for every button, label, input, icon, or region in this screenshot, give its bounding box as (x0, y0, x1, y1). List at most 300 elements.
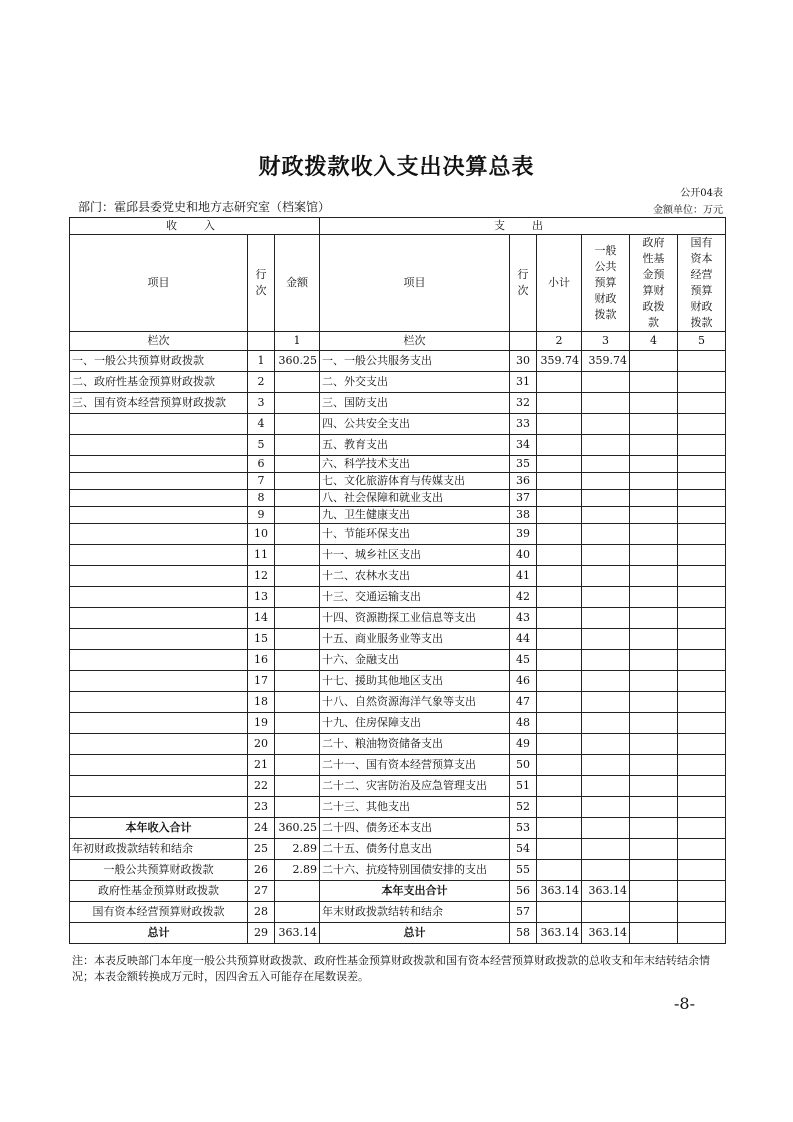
income-amount (275, 435, 320, 456)
expense-item: 八、社会保障和就业支出 (320, 490, 510, 507)
general-budget-cell (582, 473, 630, 490)
state-capital-cell (678, 713, 726, 734)
state-capital-cell (678, 490, 726, 507)
gov-fund-cell (630, 902, 678, 923)
income-amount: 363.14 (275, 923, 320, 944)
income-item (70, 545, 248, 566)
gov-fund-cell (630, 629, 678, 650)
income-item (70, 587, 248, 608)
expense-line-no: 48 (510, 713, 537, 734)
state-capital-header: 国有资本经营预算财政拨款 (678, 235, 726, 332)
expense-line-no: 44 (510, 629, 537, 650)
income-amount (275, 881, 320, 902)
gov-fund-header: 政府性基金预算财政拨款 (630, 235, 678, 332)
general-budget-cell (582, 372, 630, 393)
table-row (70, 692, 726, 713)
general-budget-cell (582, 902, 630, 923)
table-row (70, 629, 726, 650)
income-line-no: 1 (248, 351, 275, 372)
gov-fund-cell (630, 881, 678, 902)
expense-line-no: 38 (510, 507, 537, 524)
subtotal-cell (537, 902, 582, 923)
subtotal-cell (537, 545, 582, 566)
table-row (70, 587, 726, 608)
col-index-1: 1 (275, 332, 320, 351)
income-line-no: 23 (248, 797, 275, 818)
general-budget-cell (582, 524, 630, 545)
gov-fund-cell (630, 414, 678, 435)
expense-line-no: 33 (510, 414, 537, 435)
general-budget-cell (582, 839, 630, 860)
gov-fund-cell (630, 713, 678, 734)
state-capital-cell (678, 524, 726, 545)
state-capital-cell (678, 797, 726, 818)
income-amount (275, 671, 320, 692)
income-amount (275, 372, 320, 393)
state-capital-cell (678, 671, 726, 692)
gov-fund-cell (630, 671, 678, 692)
expense-item: 十七、援助其他地区支出 (320, 671, 510, 692)
unit-label: 金额单位：万元 (653, 205, 723, 216)
expense-line-no: 39 (510, 524, 537, 545)
gov-fund-cell (630, 490, 678, 507)
expense-line-no: 41 (510, 566, 537, 587)
table-row (70, 490, 726, 507)
gov-fund-cell (630, 734, 678, 755)
col-index-3: 3 (582, 332, 630, 351)
gov-fund-cell (630, 456, 678, 473)
income-item (70, 435, 248, 456)
general-budget-cell (582, 776, 630, 797)
expense-line-no: 36 (510, 473, 537, 490)
income-item (70, 713, 248, 734)
expense-line-no: 47 (510, 692, 537, 713)
expense-item: 十、节能环保支出 (320, 524, 510, 545)
income-amount-header: 金额 (275, 235, 320, 332)
income-item (70, 629, 248, 650)
expense-line-no: 50 (510, 755, 537, 776)
expense-line-no: 42 (510, 587, 537, 608)
expense-item: 年末财政拨款结转和结余 (320, 902, 510, 923)
income-line-no: 27 (248, 881, 275, 902)
table-row (70, 734, 726, 755)
table-row (70, 902, 726, 923)
expense-item: 二十一、国有资本经营预算支出 (320, 755, 510, 776)
expense-item: 十一、城乡社区支出 (320, 545, 510, 566)
expense-line-no: 37 (510, 490, 537, 507)
expense-line-no: 31 (510, 372, 537, 393)
expense-line-no: 46 (510, 671, 537, 692)
expense-line-no: 30 (510, 351, 537, 372)
income-item: 一般公共预算财政拨款 (70, 860, 248, 881)
column-header-row (70, 235, 726, 332)
income-line-no: 10 (248, 524, 275, 545)
income-line-no: 9 (248, 507, 275, 524)
general-budget-cell (582, 566, 630, 587)
expense-line-no: 55 (510, 860, 537, 881)
expense-item: 十二、农林水支出 (320, 566, 510, 587)
state-capital-cell (678, 507, 726, 524)
expense-line-header: 行次 (510, 235, 537, 332)
expense-line-no: 34 (510, 435, 537, 456)
column-index-row (70, 332, 726, 351)
income-item: 政府性基金预算财政拨款 (70, 881, 248, 902)
subtotal-cell (537, 650, 582, 671)
income-item (70, 755, 248, 776)
expense-item: 总计 (320, 923, 510, 944)
state-capital-cell (678, 755, 726, 776)
income-line-no: 17 (248, 671, 275, 692)
gov-fund-cell (630, 473, 678, 490)
income-amount (275, 797, 320, 818)
expense-item: 四、公共安全支出 (320, 414, 510, 435)
expense-item: 十九、住房保障支出 (320, 713, 510, 734)
page-number: -8- (674, 994, 695, 1013)
state-capital-cell (678, 860, 726, 881)
income-item (70, 608, 248, 629)
income-amount (275, 414, 320, 435)
income-item (70, 734, 248, 755)
general-budget-cell: 363.14 (582, 881, 630, 902)
state-capital-cell (678, 734, 726, 755)
general-budget-cell (582, 755, 630, 776)
income-line-no: 4 (248, 414, 275, 435)
general-budget-cell (582, 587, 630, 608)
subtotal-cell (537, 393, 582, 414)
income-amount: 360.25 (275, 351, 320, 372)
income-item (70, 650, 248, 671)
gov-fund-cell (630, 545, 678, 566)
table-row (70, 393, 726, 414)
state-capital-cell (678, 351, 726, 372)
subtotal-cell (537, 839, 582, 860)
income-line-no: 11 (248, 545, 275, 566)
general-budget-cell (582, 456, 630, 473)
gov-fund-cell (630, 351, 678, 372)
income-line-no: 25 (248, 839, 275, 860)
subtotal-header: 小计 (537, 235, 582, 332)
income-amount (275, 734, 320, 755)
state-capital-cell (678, 545, 726, 566)
general-budget-cell (582, 490, 630, 507)
general-budget-cell (582, 860, 630, 881)
income-item: 总计 (70, 923, 248, 944)
subtotal-cell (537, 372, 582, 393)
expense-item-header: 项目 (320, 235, 510, 332)
table-row (70, 881, 726, 902)
income-amount (275, 545, 320, 566)
gov-fund-cell (630, 755, 678, 776)
footnote: 注：本表反映部门本年度一般公共预算财政拨款、政府性基金预算财政拨款和国有资本经营预算财政拨款的总收支和年末结转结余情况；本表金额转换成万元时，因四舍五入可能存在尾数误差。 (72, 954, 710, 983)
state-capital-cell (678, 372, 726, 393)
income-line-no: 19 (248, 713, 275, 734)
income-item-header: 项目 (70, 235, 248, 332)
expense-line-no: 49 (510, 734, 537, 755)
expense-item: 七、文化旅游体育与传媒支出 (320, 473, 510, 490)
subtotal-cell (537, 524, 582, 545)
table-row (70, 351, 726, 372)
income-amount (275, 776, 320, 797)
gov-fund-cell (630, 507, 678, 524)
subtotal-cell (537, 797, 582, 818)
state-capital-cell (678, 566, 726, 587)
table-row (70, 797, 726, 818)
general-budget-cell (582, 435, 630, 456)
expense-item: 十五、商业服务业等支出 (320, 629, 510, 650)
income-item (70, 524, 248, 545)
gov-fund-cell (630, 524, 678, 545)
section-header-row (70, 218, 726, 235)
general-budget-cell (582, 713, 630, 734)
table-row (70, 860, 726, 881)
subtotal-cell (537, 776, 582, 797)
general-budget-cell (582, 414, 630, 435)
gov-fund-cell (630, 839, 678, 860)
income-line-no: 18 (248, 692, 275, 713)
income-item (70, 797, 248, 818)
table-row (70, 755, 726, 776)
subtotal-cell (537, 435, 582, 456)
state-capital-cell (678, 776, 726, 797)
income-line-no: 8 (248, 490, 275, 507)
income-line-no: 14 (248, 608, 275, 629)
income-line-no: 21 (248, 755, 275, 776)
state-capital-cell (678, 414, 726, 435)
income-item (70, 671, 248, 692)
subtotal-cell (537, 713, 582, 734)
income-line-no: 15 (248, 629, 275, 650)
subtotal-cell (537, 566, 582, 587)
income-line-no: 13 (248, 587, 275, 608)
state-capital-cell (678, 587, 726, 608)
general-budget-cell (582, 734, 630, 755)
table-row (70, 839, 726, 860)
subtotal-cell (537, 456, 582, 473)
income-line-no: 28 (248, 902, 275, 923)
general-budget-cell (582, 797, 630, 818)
general-budget-cell (582, 692, 630, 713)
table-row (70, 473, 726, 490)
general-budget-cell (582, 650, 630, 671)
income-line-no: 22 (248, 776, 275, 797)
general-budget-cell: 363.14 (582, 923, 630, 944)
subtotal-cell (537, 587, 582, 608)
income-item: 国有资本经营预算财政拨款 (70, 902, 248, 923)
col-index-2: 2 (537, 332, 582, 351)
state-capital-cell (678, 456, 726, 473)
subtotal-cell (537, 692, 582, 713)
income-amount (275, 692, 320, 713)
gov-fund-cell (630, 650, 678, 671)
subtotal-cell (537, 755, 582, 776)
expense-item: 二十二、灾害防治及应急管理支出 (320, 776, 510, 797)
income-item (70, 456, 248, 473)
income-amount (275, 524, 320, 545)
income-item: 三、国有资本经营预算财政拨款 (70, 393, 248, 414)
state-capital-cell (678, 393, 726, 414)
income-amount (275, 650, 320, 671)
income-item (70, 566, 248, 587)
income-line-no: 20 (248, 734, 275, 755)
expense-item: 九、卫生健康支出 (320, 507, 510, 524)
income-header: 收 入 (70, 218, 320, 235)
income-line-no: 5 (248, 435, 275, 456)
income-item (70, 490, 248, 507)
income-amount (275, 566, 320, 587)
table-row (70, 456, 726, 473)
table-row (70, 524, 726, 545)
expense-item: 十八、自然资源海洋气象等支出 (320, 692, 510, 713)
income-amount (275, 902, 320, 923)
general-budget-cell (582, 545, 630, 566)
expense-item: 十三、交通运输支出 (320, 587, 510, 608)
income-amount (275, 587, 320, 608)
income-item (70, 507, 248, 524)
income-line-no: 29 (248, 923, 275, 944)
expense-item: 本年支出合计 (320, 881, 510, 902)
subtotal-cell (537, 734, 582, 755)
subtotal-cell: 363.14 (537, 923, 582, 944)
expense-line-no: 51 (510, 776, 537, 797)
expense-item: 十四、资源勘探工业信息等支出 (320, 608, 510, 629)
expense-item: 二十六、抗疫特别国债安排的支出 (320, 860, 510, 881)
general-budget-cell (582, 507, 630, 524)
table-row (70, 671, 726, 692)
expense-line-no: 45 (510, 650, 537, 671)
page-title: 财政拨款收入支出决算总表 (258, 154, 535, 180)
expense-line-no: 58 (510, 923, 537, 944)
gov-fund-cell (630, 587, 678, 608)
subtotal-cell (537, 671, 582, 692)
general-budget-cell (582, 629, 630, 650)
income-amount: 2.89 (275, 860, 320, 881)
expense-header: 支 出 (320, 218, 726, 235)
subtotal-cell (537, 608, 582, 629)
general-budget-cell (582, 393, 630, 414)
table-row (70, 776, 726, 797)
expense-line-no: 56 (510, 881, 537, 902)
state-capital-cell (678, 629, 726, 650)
expense-line-no: 52 (510, 797, 537, 818)
expense-item: 二十、粮油物资储备支出 (320, 734, 510, 755)
income-line-no: 6 (248, 456, 275, 473)
income-item: 二、政府性基金预算财政拨款 (70, 372, 248, 393)
table-row (70, 414, 726, 435)
income-amount (275, 629, 320, 650)
subtotal-cell (537, 473, 582, 490)
state-capital-cell (678, 839, 726, 860)
income-line-header: 行次 (248, 235, 275, 332)
gov-fund-cell (630, 818, 678, 839)
table-row (70, 435, 726, 456)
income-amount (275, 473, 320, 490)
form-number: 公开04表 (680, 188, 723, 199)
gov-fund-cell (630, 797, 678, 818)
expense-line-no: 40 (510, 545, 537, 566)
income-line-no: 7 (248, 473, 275, 490)
table-row (70, 713, 726, 734)
gov-fund-cell (630, 372, 678, 393)
table-row (70, 566, 726, 587)
table-row (70, 650, 726, 671)
expense-item: 六、科学技术支出 (320, 456, 510, 473)
table-row (70, 507, 726, 524)
income-amount (275, 608, 320, 629)
expense-item: 一、一般公共服务支出 (320, 351, 510, 372)
income-amount: 360.25 (275, 818, 320, 839)
gov-fund-cell (630, 776, 678, 797)
expense-line-no: 43 (510, 608, 537, 629)
expense-line-no: 35 (510, 456, 537, 473)
expense-item: 二十四、债务还本支出 (320, 818, 510, 839)
expense-item: 二十五、债务付息支出 (320, 839, 510, 860)
subtotal-cell (537, 860, 582, 881)
income-line-no: 2 (248, 372, 275, 393)
income-amount (275, 393, 320, 414)
table-row (70, 923, 726, 944)
col-index-4: 4 (630, 332, 678, 351)
income-item: 一、一般公共预算财政拨款 (70, 351, 248, 372)
state-capital-cell (678, 650, 726, 671)
state-capital-cell (678, 881, 726, 902)
income-amount (275, 713, 320, 734)
table-row (70, 818, 726, 839)
gov-fund-cell (630, 923, 678, 944)
general-budget-cell (582, 671, 630, 692)
general-budget-cell (582, 818, 630, 839)
subtotal-cell (537, 490, 582, 507)
expense-item: 十六、金融支出 (320, 650, 510, 671)
col-index-5: 5 (678, 332, 726, 351)
income-item (70, 776, 248, 797)
income-amount (275, 490, 320, 507)
expense-item: 二、外交支出 (320, 372, 510, 393)
table-row (70, 372, 726, 393)
income-amount (275, 507, 320, 524)
gov-fund-cell (630, 608, 678, 629)
general-budget-cell (582, 608, 630, 629)
income-item (70, 692, 248, 713)
state-capital-cell (678, 473, 726, 490)
budget-table (69, 217, 726, 944)
state-capital-cell (678, 923, 726, 944)
state-capital-cell (678, 818, 726, 839)
gov-fund-cell (630, 566, 678, 587)
table-row (70, 545, 726, 566)
income-item: 年初财政拨款结转和结余 (70, 839, 248, 860)
expense-line-no: 54 (510, 839, 537, 860)
expense-line-no: 57 (510, 902, 537, 923)
table-row (70, 608, 726, 629)
gov-fund-cell (630, 692, 678, 713)
state-capital-cell (678, 435, 726, 456)
gov-fund-cell (630, 860, 678, 881)
state-capital-cell (678, 608, 726, 629)
department-label: 部门：霍邱县委党史和地方志研究室（档案馆） (78, 200, 331, 214)
income-line-no: 12 (248, 566, 275, 587)
income-item (70, 414, 248, 435)
expense-item: 二十三、其他支出 (320, 797, 510, 818)
general-budget-cell: 359.74 (582, 351, 630, 372)
lanci-label: 栏次 (70, 332, 248, 351)
income-line-no: 26 (248, 860, 275, 881)
general-budget-header: 一般公共预算财政拨款 (582, 235, 630, 332)
income-amount (275, 456, 320, 473)
income-item: 本年收入合计 (70, 818, 248, 839)
expense-line-no: 53 (510, 818, 537, 839)
income-amount (275, 755, 320, 776)
gov-fund-cell (630, 393, 678, 414)
